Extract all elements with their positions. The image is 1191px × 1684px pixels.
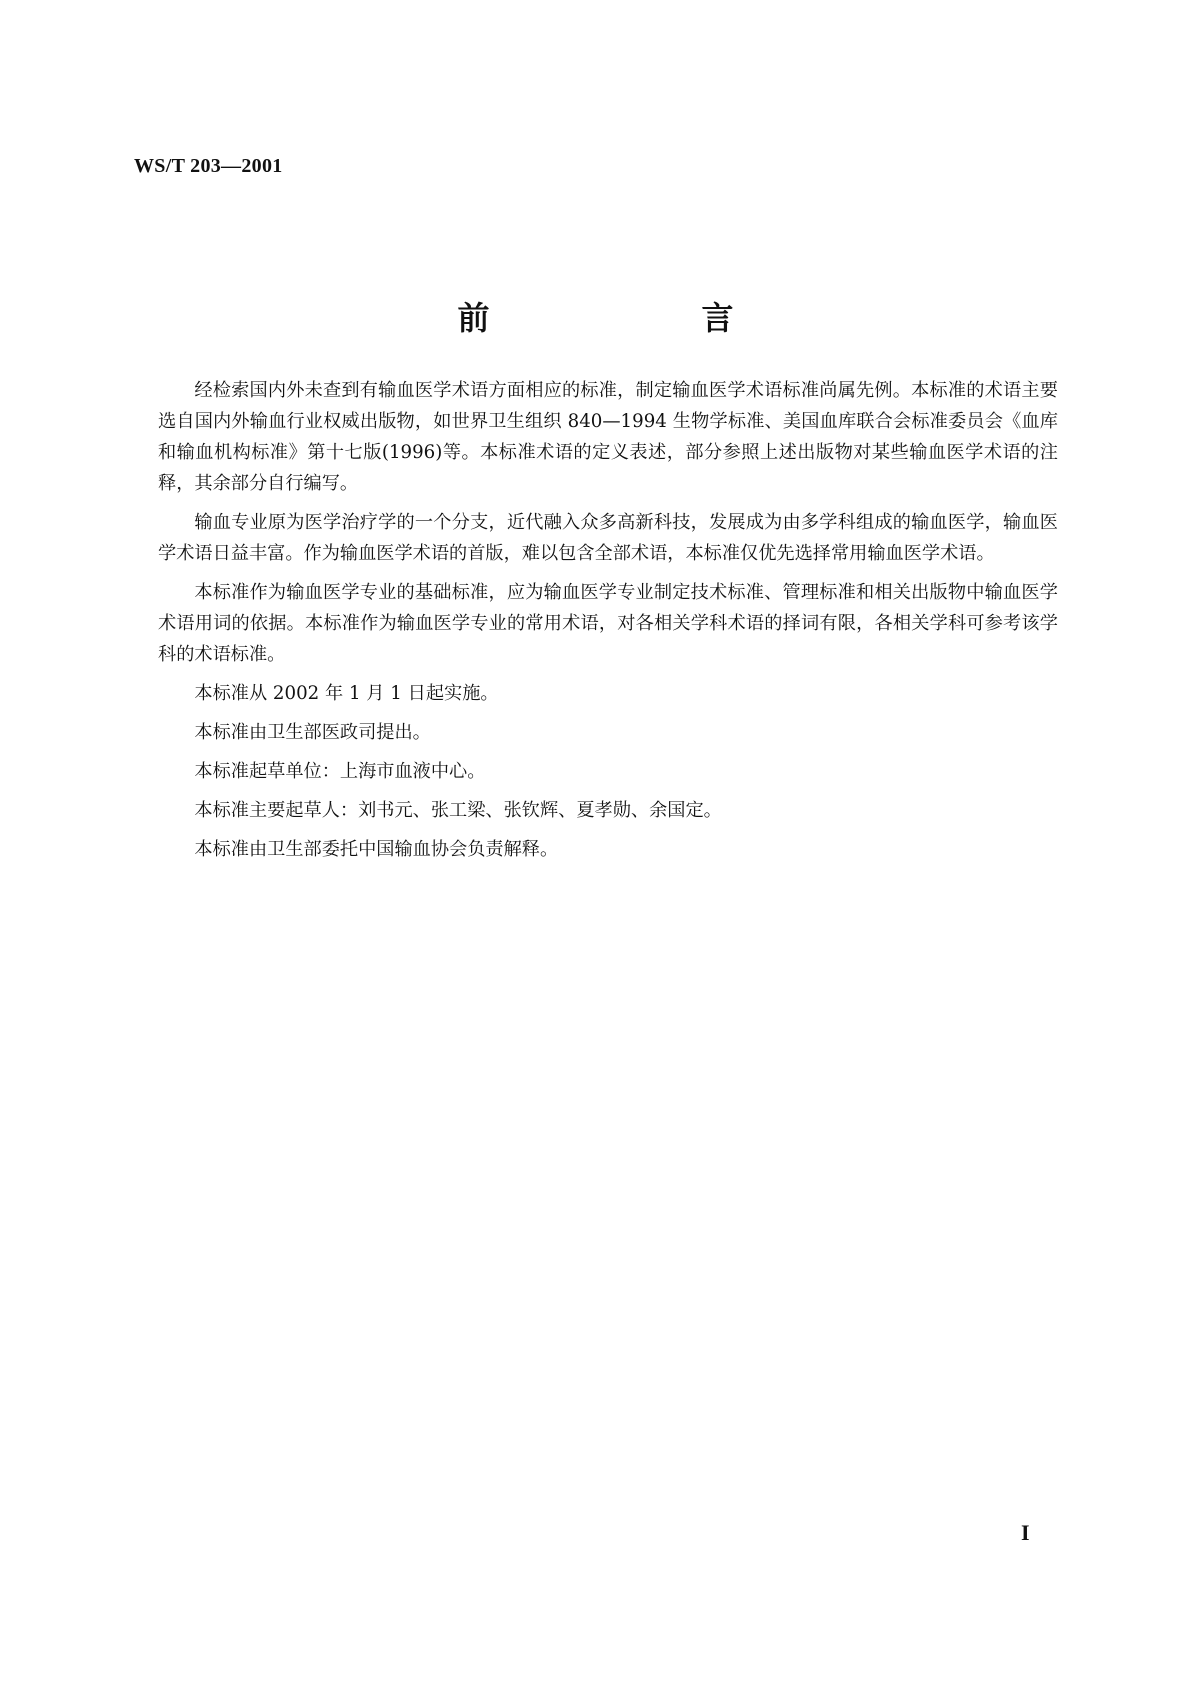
paragraph-scope: 输血专业原为医学治疗学的一个分支，近代融入众多高新科技，发展成为由多学科组成的输血医学，输血医学术语日益丰富。作为输血医学术语的首版，难以包含全部术语，本标准仅优先选择常用输血医学术语。 <box>158 512 1058 564</box>
drafting-unit: 本标准起草单位：上海市血液中心。 <box>194 761 486 782</box>
foreword-body <box>158 375 1058 873</box>
drafters: 本标准主要起草人：刘书元、张工梁、张钦辉、夏孝勋、余国定。 <box>194 800 722 821</box>
paragraph-sources: 经检索国内外未查到有输血医学术语方面相应的标准，制定输血医学术语标准尚属先例。本标准的术语主要选自国内外输血行业权威出版物，如世界卫生组织 840—1994 生物学标准、美国血库联合会标准委员会《血库和输血机构标准》第十七版(1996)等。本标准术语的定义表述，部分参照上述出版物对某些输血医学术语的注释，其余部分自行编写。 <box>158 380 1058 494</box>
interpretation: 本标准由卫生部委托中国输血协会负责解释。 <box>194 839 559 860</box>
standard-code: WS/T 203—2001 <box>134 155 283 177</box>
paragraph-purpose: 本标准作为输血医学专业的基础标准，应为输血医学专业制定技术标准、管理标准和相关出版物中输血医学术语用词的依据。本标准作为输血医学专业的常用术语，对各相关学科术语的择词有限，各相关学科可参考该学科的术语标准。 <box>158 582 1058 665</box>
proposed-by: 本标准由卫生部医政司提出。 <box>194 722 431 743</box>
effective-date: 本标准从 2002 年 1 月 1 日起实施。 <box>194 683 499 704</box>
page-number: I <box>1021 1520 1030 1545</box>
page-title: 前 言 <box>457 299 824 337</box>
